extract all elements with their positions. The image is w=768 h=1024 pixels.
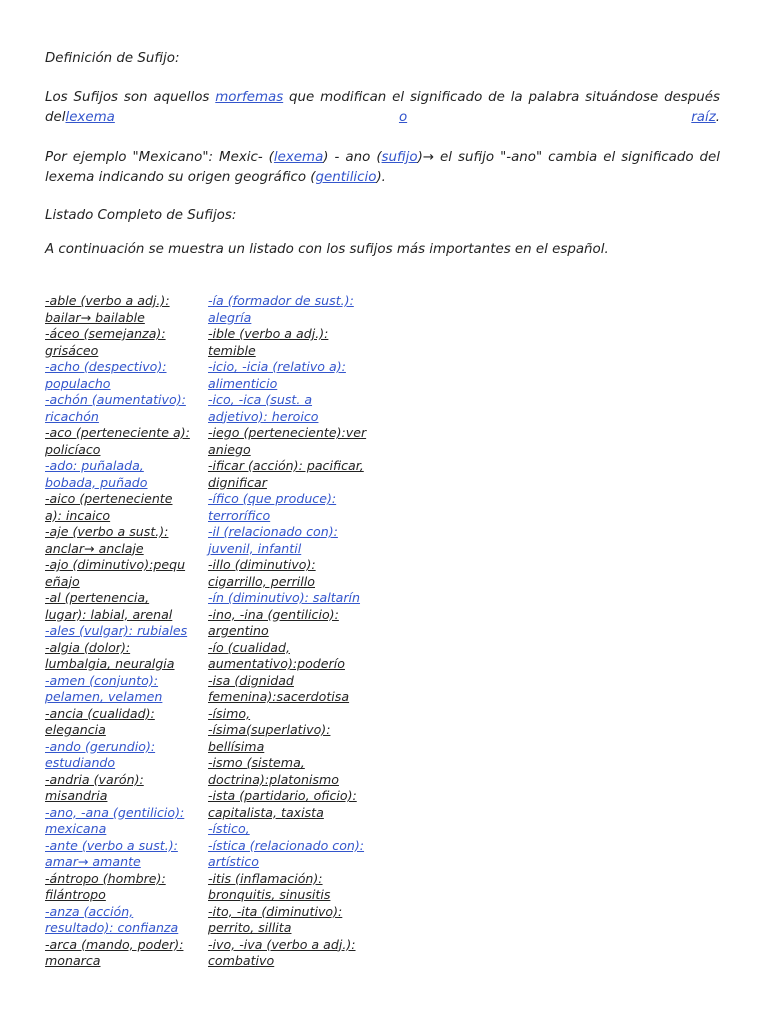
suffix-text-line: grisáceo <box>45 342 99 358</box>
suffix-link-line[interactable]: populacho <box>45 375 111 391</box>
suffix-link-line[interactable]: -ín (diminutivo): saltarín <box>208 590 361 605</box>
suffix-column-left <box>45 293 190 970</box>
suffix-text-line: -ántropo (hombre): <box>45 870 166 886</box>
suffix-link-line[interactable]: bobada, puñado <box>45 474 148 490</box>
suffix-link-line[interactable]: -ico, -ica (sust. a <box>208 392 313 407</box>
suffix-text-line: capitalista, taxista <box>208 804 324 820</box>
text-fragment: del <box>45 110 66 125</box>
suffix-text-line: cigarrillo, perrillo <box>208 573 315 589</box>
suffix-text-line: dignificar <box>208 474 267 490</box>
suffix-link-line[interactable]: -ando (gerundio): <box>45 738 156 754</box>
suffix-link-line[interactable]: -ía (formador de sust.): <box>208 293 354 308</box>
suffix-text-line: anclar→ anclaje <box>45 540 144 556</box>
suffix-link-line[interactable]: pelamen, velamen <box>45 689 163 704</box>
suffix-text-line: -ísima(superlativo): <box>208 722 331 737</box>
suffix-link-line[interactable]: -icio, -icia (relativo a): <box>208 359 346 374</box>
suffix-text-line: lugar): labial, arenal <box>45 606 173 622</box>
suffix-text-line: -ísimo, <box>208 705 251 721</box>
suffix-link-line[interactable]: -ístico, <box>208 821 250 836</box>
suffix-link-line[interactable]: artístico <box>208 854 259 869</box>
suffix-text-line: -ificar (acción): pacificar, <box>208 458 364 473</box>
suffix-text-line: aniego <box>208 441 251 457</box>
suffix-link-line[interactable]: -ística (relacionado con): <box>208 837 365 853</box>
suffix-link-line[interactable]: amar→ amante <box>45 854 141 869</box>
suffix-link-line[interactable]: -ante (verbo a sust.): <box>45 837 178 853</box>
text-fragment: ). <box>376 170 386 185</box>
suffix-text-line: -illo (diminutivo): <box>208 557 316 572</box>
link-sufijo[interactable]: sufijo <box>381 150 418 165</box>
link-morfemas[interactable]: morfemas <box>215 90 284 105</box>
suffix-text-line: femenina):sacerdotisa <box>208 689 350 704</box>
suffix-text-line: monarca <box>45 953 101 968</box>
suffix-link-line[interactable]: juvenil, infantil <box>208 540 302 556</box>
suffix-text-line: -ancia (cualidad): <box>45 705 155 721</box>
suffix-text-line: -ismo (sistema, <box>208 755 305 770</box>
suffix-link-line[interactable]: mexicana <box>45 821 107 836</box>
suffix-text-line: -iego (perteneciente):ver <box>208 425 367 440</box>
suffix-text-line: -ivo, -iva (verbo a adj.): <box>208 936 356 952</box>
suffix-link-line[interactable]: alegría <box>208 309 252 325</box>
example-paragraph-line2 <box>45 168 720 188</box>
suffix-text-line: policíaco <box>45 441 101 457</box>
suffix-text-line: misandria <box>45 788 108 803</box>
suffix-text-line: -algia (dolor): <box>45 639 131 655</box>
text-fragment: )→ el sufijo "-ano" cambia el significado del <box>417 150 721 165</box>
suffix-text-line: lumbalgia, neuralgia <box>45 656 175 671</box>
suffix-text-line: -aje (verbo a sust.): <box>45 524 169 539</box>
suffix-link-line[interactable]: -achón (aumentativo): <box>45 392 186 407</box>
suffix-link-line[interactable]: -anza (acción, <box>45 903 134 919</box>
text-fragment <box>691 108 720 128</box>
suffix-link-line[interactable]: -acho (despectivo): <box>45 359 167 374</box>
text-fragment: que modifican el significado de la palabra situándose después <box>283 90 720 105</box>
suffix-link-line[interactable]: -ífico (que produce): <box>208 491 337 506</box>
suffix-text-line: -ito, -ita (diminutivo): <box>208 903 343 919</box>
suffix-text-line: bailar→ bailable <box>45 309 145 325</box>
suffix-link-line[interactable]: resultado): confianza <box>45 920 179 935</box>
suffix-text-line: -ino, -ina (gentilicio): <box>208 606 339 622</box>
suffix-link-line[interactable]: -ales (vulgar): rubiales <box>45 623 188 638</box>
example-paragraph-line1 <box>45 148 720 168</box>
suffix-text-line: -able (verbo a adj.): <box>45 293 170 308</box>
suffix-text-line: a): incaico <box>45 507 111 523</box>
text-fragment: ) - ano ( <box>323 150 382 165</box>
suffix-text-line: -ista (partidario, oficio): <box>208 788 357 803</box>
link-gentilicio[interactable]: gentilicio <box>315 170 377 185</box>
suffix-text-line: temible <box>208 342 256 358</box>
suffix-text-line: perrito, sillita <box>208 920 292 935</box>
suffix-text-line: combativo <box>208 953 275 968</box>
suffix-link-line[interactable]: terrorífico <box>208 507 271 523</box>
suffix-text-line: -ible (verbo a adj.): <box>208 326 329 341</box>
suffix-text-line: aumentativo):poderío <box>208 656 345 671</box>
text-fragment: lexema indicando su origen geográfico ( <box>45 170 316 185</box>
suffix-text-line: doctrina):platonismo <box>208 771 339 787</box>
text-fragment: Por ejemplo "Mexicano": Mexic- ( <box>45 150 274 165</box>
suffix-text-line: -arca (mando, poder): <box>45 936 184 952</box>
text-fragment: Los Sufijos son aquellos <box>45 90 216 105</box>
suffix-text-line: -aco (perteneciente a): <box>45 425 190 440</box>
suffix-link-line[interactable]: alimenticio <box>208 375 278 391</box>
text-fragment <box>45 108 115 128</box>
suffix-text-line: elegancia <box>45 722 106 737</box>
suffix-text-line: argentino <box>208 623 269 638</box>
suffix-text-line: -áceo (semejanza): <box>45 326 166 341</box>
suffix-text-line: -isa (dignidad <box>208 672 294 688</box>
suffix-link-line[interactable]: estudiando <box>45 755 116 770</box>
suffix-text-line: eñajo <box>45 573 80 589</box>
link-lexema[interactable]: lexema <box>65 110 115 125</box>
text-fragment: . <box>715 110 720 125</box>
suffix-text-line: -ajo (diminutivo):pequ <box>45 557 186 572</box>
link-o[interactable]: o <box>398 110 408 125</box>
definition-heading: Definición de Sufijo: <box>45 51 180 66</box>
suffix-link-line[interactable]: -ano, -ana (gentilicio): <box>45 804 185 820</box>
link-lexema-example[interactable]: lexema <box>273 150 324 165</box>
list-heading: Listado Completo de Sufijos: <box>45 208 237 223</box>
suffix-link-line[interactable]: -amen (conjunto): <box>45 672 159 688</box>
suffix-column-right <box>208 293 366 970</box>
suffix-text-line: -andria (varón): <box>45 771 144 787</box>
definition-paragraph <box>45 88 720 108</box>
suffix-text-line: -al (pertenencia, <box>45 590 150 605</box>
suffix-text-line: filántropo <box>45 887 106 902</box>
intro-paragraph: A continuación se muestra un listado con los sufijos más importantes en el español. <box>45 242 609 257</box>
suffix-text-line: -ío (cualidad, <box>208 639 290 655</box>
suffix-link-line[interactable]: ricachón <box>45 408 99 424</box>
suffix-link-line[interactable]: -il (relacionado con): <box>208 524 338 539</box>
suffix-link-line[interactable]: adjetivo): heroico <box>208 408 319 424</box>
suffix-text-line: bronquitis, sinusitis <box>208 887 331 902</box>
suffix-text-line: -itis (inflamación): <box>208 870 323 886</box>
suffix-text-line: bellísima <box>208 738 265 754</box>
definition-paragraph-line2 <box>45 108 720 128</box>
suffix-link-line[interactable]: -ado: puñalada, <box>45 458 144 473</box>
suffix-text-line: -aico (perteneciente <box>45 491 173 506</box>
link-raiz[interactable]: raíz <box>691 110 716 125</box>
